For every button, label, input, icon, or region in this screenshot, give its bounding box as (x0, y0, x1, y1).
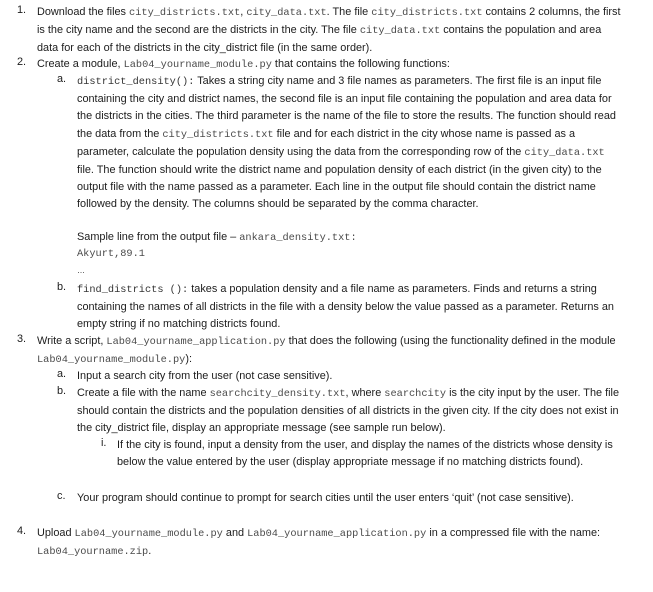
filename: Lab04_yourname.zip (37, 546, 149, 559)
sample-output-label (77, 229, 623, 247)
filename: Lab04_yourname_application.py (106, 336, 286, 348)
step-a-text: Input a search city from the user (not case sensitive). (77, 370, 333, 382)
filename: city_data.txt (524, 146, 605, 159)
text: Create a module, (37, 58, 124, 70)
text: Create a file with the name (77, 387, 210, 399)
text: contains the population and area data for each of the districts in the city_district file (in the same order). (37, 24, 602, 55)
text: Download the files (37, 6, 130, 18)
ellipsis: … (77, 266, 85, 275)
text: . The file (326, 6, 372, 18)
text: file. The function should write the district name and population density of each district (in the given city) to the output file with the name passed as a parameter. Each line in the output file should contain the district name followed by the density. The columns should be separated by the comma character. (77, 164, 602, 211)
text: , where (345, 387, 385, 399)
step-c-text: Your program should continue to prompt for search cities until the user enters ‘quit’ (not case sensitive). (77, 492, 574, 504)
subitem-label: a. (57, 73, 67, 85)
subitem-label: c. (57, 490, 66, 502)
text: contains 2 columns, the first is the city name and the second are the districts in the city. The file (37, 6, 621, 37)
function-name: district_density(): (77, 76, 195, 88)
text: Sample line from the output file – (77, 231, 240, 243)
text: takes a population density and a file name as parameters. Finds and returns a string containing the names of all districts in the file with a density below the value passed as a parameter. Returns an empty string if no matching districts found. (77, 283, 614, 331)
filename: city_districts.txt (162, 128, 274, 141)
find-districts-description (77, 281, 623, 334)
sample-output-line: Akyurt,89.1 (77, 248, 145, 260)
item-number: 2. (17, 56, 27, 68)
subitem-label: i. (101, 437, 107, 449)
step-b-i-text: If the city is found, input a density from the user, and display the names of the districts whose density is below the value entered by the user (display appropriate message if no matching districts found). (117, 439, 613, 469)
filename: city_data.txt (359, 25, 441, 38)
text: , (240, 6, 247, 18)
subitem-label: b. (57, 385, 67, 397)
text: Write a script, (37, 335, 107, 347)
subitem-label: a. (57, 368, 67, 380)
text: that does the following (using the functionality defined in the module (285, 335, 616, 347)
text: that contains the following functions: (271, 58, 450, 70)
item-1-text (37, 4, 621, 58)
variable-name: searchcity (384, 388, 447, 400)
function-name: find_districts (): (77, 284, 189, 296)
item-2-text (37, 56, 621, 74)
filename: ankara_density.txt: (239, 232, 357, 244)
text: file and for each district in the city whose name is passed as a parameter, calculate the population density using the data from the corresponding row of the (77, 127, 576, 158)
item-number: 3. (17, 333, 27, 345)
step-b-text (77, 385, 623, 438)
text: . (148, 545, 152, 558)
filename: Lab04_yourname_application.py (247, 528, 427, 540)
district-density-description (77, 73, 623, 214)
text: Upload (37, 527, 75, 539)
subitem-label: b. (57, 281, 67, 293)
item-3-text (37, 333, 627, 369)
item-number: 1. (17, 4, 27, 16)
text: ): (185, 353, 192, 366)
filename: city_districts.txt (371, 7, 483, 19)
item-4-text (37, 525, 621, 561)
text: Takes a string city name and 3 file names as parameters. The first file is an input file containing the city and district names, the second file is an input file containing the population and area data for the districts in the cities. The third parameter is the name of the file to store the results. The function should read the data from the (77, 75, 616, 140)
text: and (222, 527, 248, 539)
text: in a compressed file with the name: (426, 527, 601, 539)
filename: city_districts.txt (129, 7, 241, 19)
filename: Lab04_yourname_module.py (123, 59, 272, 71)
filename: Lab04_yourname_module.py (74, 528, 223, 540)
text: is the city input by the user. The file should contain the districts and the population densities of all districts in the given city. If the city does not exist in the city_district file, display an appropriate message (see sample run below). (77, 387, 620, 435)
filename: city_data.txt (246, 7, 327, 19)
filename: Lab04_yourname_module.py (37, 354, 186, 367)
filename: searchcity_density.txt (209, 388, 346, 400)
item-number: 4. (17, 525, 27, 537)
